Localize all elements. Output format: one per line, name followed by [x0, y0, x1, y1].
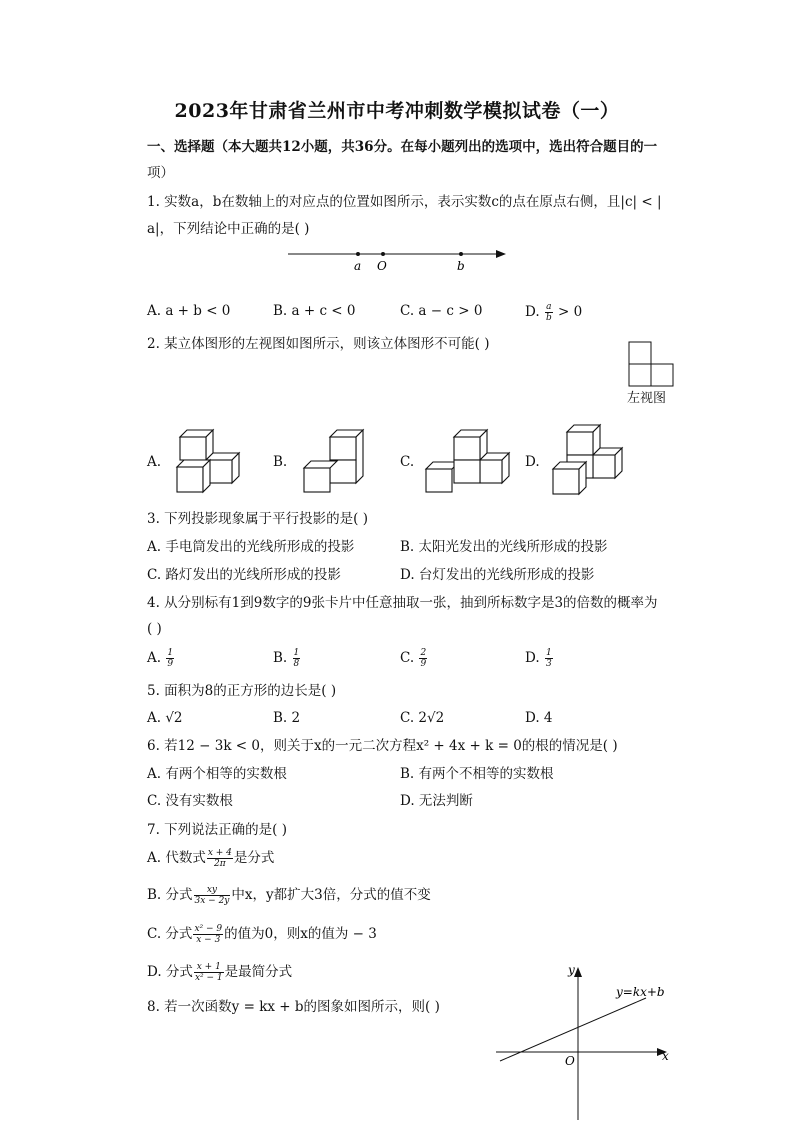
section-heading-cont: 项）: [147, 165, 174, 181]
q6-option-c[interactable]: C. 没有实数根: [147, 793, 233, 809]
x-axis-label: x: [662, 1049, 669, 1063]
q7-stem: 7. 下列说法正确的是( ): [147, 822, 287, 838]
q5-option-c[interactable]: C. 2√2: [400, 710, 445, 726]
q3-option-b[interactable]: B. 太阳光发出的光线所形成的投影: [400, 539, 608, 555]
q7-option-a[interactable]: A. 代数式 $\frac{x + 4}{2\pi}$ 是分式: [147, 848, 275, 869]
q4-stem: 4. 从分别标有1到9数字的9张卡片中任意抽取一张，抽到所标数字是3的倍数的概率为: [147, 595, 658, 611]
origin-label: O: [565, 1054, 575, 1068]
q4-option-b[interactable]: B. $\frac{1}{8}$: [273, 648, 300, 669]
point-a: [356, 252, 360, 256]
arrow-right-icon: [496, 250, 506, 258]
q1-option-c[interactable]: C. a − c > 0: [400, 303, 483, 319]
label-o: O: [377, 259, 387, 273]
q6-stem: 6. 若12 − 3k < 0，则关于x的一元二次方程x² + 4x + k = 0的根的情况是( ): [147, 738, 618, 754]
q3-option-c[interactable]: C. 路灯发出的光线所形成的投影: [147, 567, 341, 583]
q2-left-view-figure: [626, 340, 676, 388]
q4-option-c[interactable]: C. $\frac{2}{9}$: [400, 648, 427, 669]
page-title: 2023年甘肃省兰州市中考冲刺数学模拟试卷（一）: [174, 100, 620, 122]
q6-option-a[interactable]: A. 有两个相等的实数根: [147, 766, 287, 782]
section-heading: 一、选择题（本大题共12小题，共36分。在每小题列出的选项中，选出符合题目的一: [147, 139, 658, 155]
label-b: b: [457, 259, 465, 273]
q1-option-d[interactable]: D. $\frac{a}{b}$ > 0: [525, 302, 583, 323]
q1-stem: 1. 实数a，b在数轴上的对应点的位置如图所示，表示实数c的点在原点右侧，且|c| < |: [147, 194, 662, 210]
q2-stem: 2. 某立体图形的左视图如图所示，则该立体图形不可能( ): [147, 336, 490, 352]
q2-option-b[interactable]: B.: [273, 454, 288, 470]
q8-stem: 8. 若一次函数y = kx + b的图象如图所示，则( ): [147, 999, 440, 1015]
q2-cubes-c: [418, 420, 518, 500]
q8-graph: [492, 960, 682, 1122]
q4-option-d[interactable]: D. $\frac{1}{3}$: [525, 648, 552, 669]
point-o: [381, 252, 385, 256]
q2-cubes-a: [160, 420, 270, 500]
q5-option-b[interactable]: B. 2: [273, 710, 301, 726]
point-b: [459, 252, 463, 256]
q5-option-d[interactable]: D. 4: [525, 710, 553, 726]
q2-view-caption: 左视图: [627, 391, 667, 406]
q2-cubes-b: [290, 420, 380, 500]
q5-stem: 5. 面积为8的正方形的边长是( ): [147, 683, 337, 699]
q6-option-b[interactable]: B. 有两个不相等的实数根: [400, 766, 554, 782]
q7-option-d[interactable]: D. 分式 $\frac{x + 1}{\text{x² − 1}}$ 是最简分式: [147, 962, 293, 983]
y-axis-arrow-icon: [574, 967, 582, 977]
q4-option-a[interactable]: A. $\frac{1}{9}$: [147, 648, 174, 669]
label-a: a: [354, 259, 362, 273]
line-label: y=kx+b: [616, 985, 665, 999]
q3-stem: 3. 下列投影现象属于平行投影的是( ): [147, 511, 368, 527]
q3-option-a[interactable]: A. 手电筒发出的光线所形成的投影: [147, 539, 355, 555]
q1-stem-cont: a|，下列结论中正确的是( ): [147, 221, 310, 237]
q1-option-a[interactable]: A. a + b < 0: [147, 303, 231, 319]
q3-option-d[interactable]: D. 台灯发出的光线所形成的投影: [400, 567, 595, 583]
y-axis-label: y: [568, 963, 575, 977]
q4-stem-cont: ( ): [147, 621, 162, 637]
q7-option-c[interactable]: C. 分式 $\frac{\text{x² − 9}}{x - 3}$ 的值为0，则x的值为 − 3: [147, 924, 377, 945]
q2-option-d[interactable]: D.: [525, 454, 540, 470]
q6-option-d[interactable]: D. 无法判断: [400, 793, 473, 809]
q2-option-a[interactable]: A.: [147, 454, 162, 470]
q7-option-b[interactable]: B. 分式 $\frac{xy}{3x - 2y}$ 中x，y都扩大3倍，分式的值不变: [147, 885, 431, 906]
q1-option-b[interactable]: B. a + c < 0: [273, 303, 356, 319]
q1-number-line: [284, 245, 514, 275]
q2-option-c[interactable]: C.: [400, 454, 415, 470]
q2-cubes-d: [545, 418, 635, 502]
q5-option-a[interactable]: A. √2: [147, 710, 183, 726]
